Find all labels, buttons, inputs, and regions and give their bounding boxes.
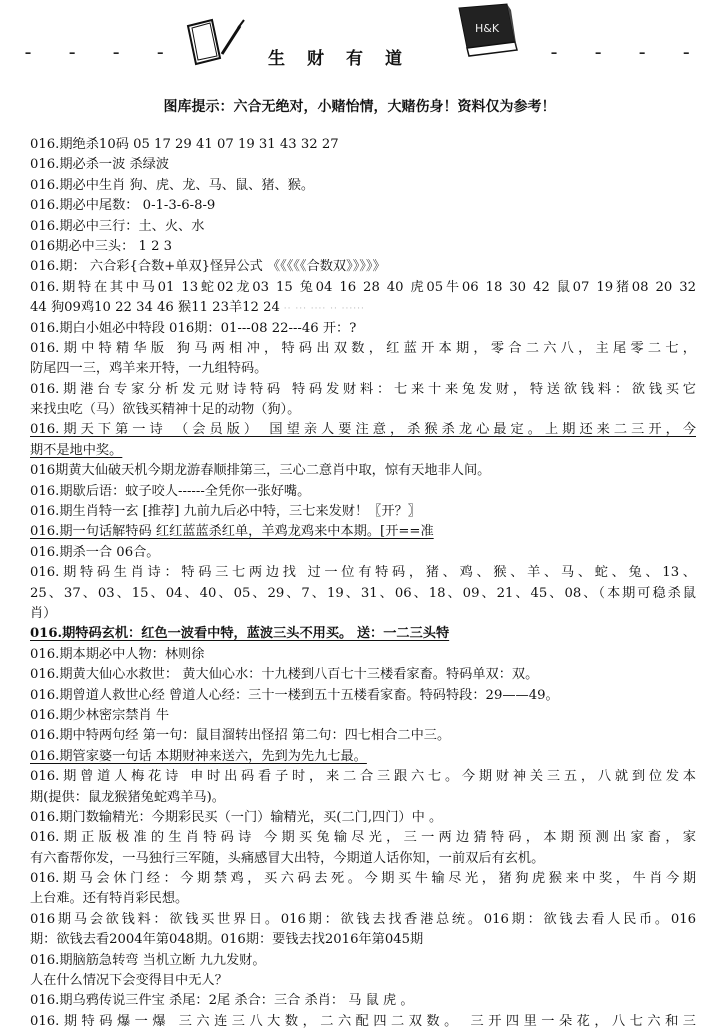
text-line	[30, 889, 696, 909]
line-text: 期不是地中奖。	[30, 442, 123, 458]
line-text: 016.期生肖特一玄 [推荐] 九前九后必中特，三七来发财！〖开？〗	[30, 504, 421, 520]
line-text: 人在什么情况下会变得目中无人？	[30, 973, 228, 989]
faded-text: ·· ··· ···· ·· ······	[279, 304, 365, 315]
line-text: 016.期绝杀10码 05 17 29 41 07 19 31 43 32 27	[30, 137, 339, 152]
line-text: 016.期中特两句经 第一句：鼠目溜转出怪招 第二句：四七相合二中三。	[30, 728, 451, 744]
text-line	[30, 930, 696, 950]
line-text: 016.期乌鸦传说三件宝 杀尾：2尾 杀合：三合 杀肖： 马 鼠 虎 。	[30, 993, 414, 1009]
line-text: 防尾四一三，鸡羊来开特，一九组特码。	[30, 361, 268, 377]
text-line	[30, 522, 696, 542]
line-text: 016.期特码生肖诗：特码三七两边找 过一位有特码，猪、鸡、猴、羊、马、蛇、兔、13、	[30, 565, 696, 581]
line-text: 016期马会欲钱料：欲钱买世界日。016期：欲钱去找香港总统。016期：欲钱去看人民币。016	[30, 911, 696, 927]
text-line	[30, 563, 696, 583]
line-text: 44 狗09鸡10 22 34 46 猴11 23羊12 24	[30, 300, 280, 316]
line-text: 来找虫吃（马）欲钱买精神十足的动物（狗）。	[30, 402, 301, 418]
line-text: 016.期马会休门经：今期禁鸡，买六码去死。今期买牛输尽光，猪狗虎猴来中奖，牛肖今期	[30, 871, 696, 887]
text-line	[30, 319, 696, 339]
notebook-pen-icon	[182, 18, 252, 70]
line-text: 016.期特码玄机：红色一波看中特，蓝波三头不用买。 送：一二三头特	[30, 626, 450, 642]
line-text: 016.期必中生肖 狗、虎、龙、马、鼠、猪、猴。	[30, 177, 315, 193]
line-text: 016期必中三头： 1 2 3	[30, 238, 173, 254]
text-line	[30, 604, 696, 624]
line-text: 016.期脑筋急转弯 当机立断 九九发财。	[30, 952, 266, 968]
line-text: 有六畜帮你发，一马独行三军随，头痛感冒大出特，今期道人话你知，一前双后有玄机。	[30, 850, 545, 866]
text-line	[30, 971, 696, 991]
line-text: 016.期一句话解特码 红红蓝蓝杀红单，羊鸡龙鸡来中本期。[开==准	[30, 524, 434, 540]
line-text: 016.期港台专家分析发元财诗特码 特码发财料：七来十来兔发财，特送欲钱料：欲钱买它	[30, 381, 696, 397]
book-icon	[455, 2, 527, 62]
line-text: 016.期管家婆一句话 本期财神来送六，先到为先九七最。	[30, 748, 367, 764]
text-line	[30, 767, 696, 787]
line-text: 016.期中特精华版 狗马两相冲，特码出双数，红蓝开本期，零合二六八，主尾零二七，	[30, 340, 696, 356]
prediction-list	[30, 135, 696, 1032]
text-line	[30, 951, 696, 971]
text-line	[30, 726, 696, 746]
text-line	[30, 359, 696, 379]
text-line	[30, 788, 696, 808]
line-text: 016.期特码爆一爆 三六连三八大数，二六配四二双数。 三开四里一朵花，八七六和三	[30, 1013, 696, 1029]
text-line	[30, 482, 696, 502]
line-text: 016.期白小姐必中特段 016期：01---08 22---46 开：?	[30, 320, 357, 336]
text-line	[30, 991, 696, 1011]
line-text: 016.期正版极准的生肖特码诗 今期买兔输尽光，三一两边猜特码，本期预测出家畜，家	[30, 830, 696, 846]
text-line	[30, 584, 696, 604]
line-text: 016.期必中尾数： 0-1-3-6-8-9	[30, 198, 216, 214]
text-line	[30, 196, 696, 216]
line-text: 016.期歇后语：蚊子咬人------全凭你一张好嘴。	[30, 483, 311, 499]
text-line	[30, 257, 696, 277]
text-line	[30, 339, 696, 359]
page-title: 生财有道	[268, 49, 424, 69]
text-line	[30, 1012, 696, 1032]
line-text: 016.期： 六合彩{合数+单双}怪异公式 《《《《《合数双》》》》》	[30, 259, 386, 275]
text-line	[30, 645, 696, 665]
line-text: 016.期曾道人梅花诗 申时出码看子时，来二合三跟六七。今期财神关三五，八就到位发本	[30, 769, 696, 785]
line-text: 期：欲钱去看2004年第048期。016期：要钱去找2016年第045期	[30, 932, 424, 948]
notice-banner: 图库提示：六合无绝对，小赌怡情，大赌伤身！资料仅为参考！	[163, 99, 556, 115]
line-text: 25、37、03、15、04、40、05、29、7、19、31、06、18、09、21、45、08、（本期可稳杀鼠	[30, 585, 696, 601]
text-line	[30, 298, 696, 318]
line-text: 期(提供：鼠龙猴猪兔蛇鸡羊马)。	[30, 789, 225, 805]
dashes-left: - - - -	[22, 40, 177, 64]
text-line	[30, 686, 696, 706]
text-line	[30, 237, 696, 257]
line-text: 016.期特在其中马01 13蛇02龙03 15 兔04 16 28 40 虎05牛06 18 30 42 鼠07 19猪08 20 32	[30, 279, 696, 295]
line-text: 肖）	[30, 605, 57, 621]
text-line	[30, 278, 696, 298]
text-line	[30, 869, 696, 889]
line-text: 016.期门数输精光：今期彩民买（一门）输精光，买(二门,四门）中 。	[30, 809, 443, 825]
header	[0, 0, 719, 80]
line-text: 016.期杀一合 06合。	[30, 544, 160, 560]
text-line	[30, 502, 696, 522]
text-line	[30, 380, 696, 400]
text-line	[30, 217, 696, 237]
line-text: 016.期曾道人救世心经 曾道人心经：三十一楼到五十五楼看家畜。特码特段：29——49。	[30, 687, 559, 703]
text-line	[30, 461, 696, 481]
line-text: 016.期必中三行：土、火、水	[30, 218, 205, 234]
text-line	[30, 624, 696, 644]
text-line	[30, 849, 696, 869]
text-line	[30, 176, 696, 196]
line-text: 016.期本期必中人物：林则徐	[30, 646, 205, 662]
text-line	[30, 828, 696, 848]
text-line	[30, 808, 696, 828]
line-text: 016.期黄大仙心水救世： 黄大仙心水：十九楼到八百七十三楼看家畜。特码单双：双。	[30, 667, 539, 683]
text-line	[30, 706, 696, 726]
text-line	[30, 420, 696, 440]
line-text: 016.期天下第一诗 （会员版） 国望亲人要注意，杀猴杀龙心最定。上期还来二三开，今	[30, 422, 696, 438]
book-logo-text: H&K	[475, 22, 500, 35]
text-line	[30, 441, 696, 461]
text-line	[30, 135, 696, 155]
text-line	[30, 155, 696, 175]
text-line	[30, 400, 696, 420]
text-line	[30, 747, 696, 767]
line-text: 016期黄大仙破天机今期龙游春顺排第三，三心二意肖中取，惊有天地非人间。	[30, 463, 491, 479]
line-text: 016.期必杀一波 杀绿波	[30, 157, 170, 173]
line-text: 上台难。还有特肖彩民想。	[30, 891, 189, 907]
text-line	[30, 665, 696, 685]
line-text: 016.期少林密宗禁肖 牛	[30, 707, 170, 723]
dashes-right: - - - -	[548, 40, 703, 64]
text-line	[30, 543, 696, 563]
text-line	[30, 910, 696, 930]
